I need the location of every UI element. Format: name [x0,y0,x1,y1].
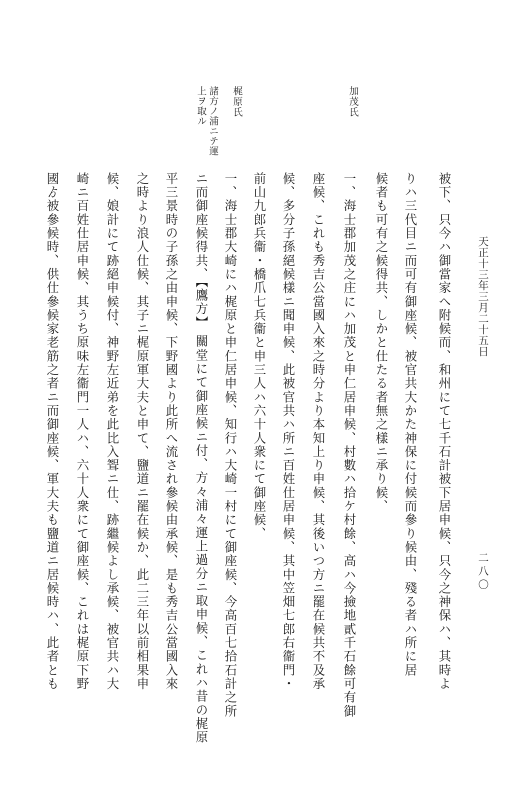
text-column: ニ而御座候得共、【鷹方】 關堂にて御座候ニ付、方々浦々運上過分ニ取申候、これハ昔の梶原 [194,172,209,745]
text-column: 候者も可有之候得共、しかと仕たる者無之樣ニ承り候、 [374,172,389,514]
side-note-kamo: 加茂氏 [347,86,358,118]
text-column: 候、多分子孫絕候樣ニ聞申候、此被官共ハ所ニ百姓仕居申候、其中笠畑七郎右衞門・ [281,172,296,691]
text-column: 國ゟ被參候時、供仕參候家老筋之者ニ而御座候、軍大夫も鹽道ニ居候時ハ、此者とも [45,172,60,691]
text-column: 前山九郎兵衞・橋爪七兵衞と申三人ハ六十人衆にて御座候、 [252,172,267,541]
text-column: 之時より浪人仕候、其子ニ梶原軍大夫と申て、鹽道ニ罷在候か、此二三年以前相果申 [135,172,150,691]
text-column: 一、海士郡加茂之庄にハ加茂と申仁居申候、村數ハ拾ケ村餘、高ハ今撿地貳千石餘可有御 [342,172,357,718]
text-column: 座候、これも秀吉公當國入來之時分より本知上り申候、其後いつ方ニ罷在候共不及承 [311,172,326,691]
text-column: 候、娘計にて跡絕申候付、神野左近弟を此比入聟ニ仕、跡繼候よし承候、被官共ハ大 [105,172,120,691]
text-column: りハ三代目ニ而可有御座候、被官共大かた神保に付候而參り候由、殘る者ハ所に居 [403,172,418,678]
text-column: 平三景時の子孫之由申候、下野國より此所へ流され參候由承候、是も秀吉公當國入來 [164,172,179,691]
side-note-shohou: 諸方ノ浦ニテ運上ヲ取ル [195,86,218,156]
text-column: 崎ニ百姓仕居申候、其うち原味左衞門一人ハ、六十人衆にて御座候、これは梶原下野 [75,172,90,691]
text-column: 被下、只今ハ御當家へ附候而、和州にて七千石計被下居申候、只今之神保ハ、其時よ [437,172,452,691]
text-column: 一、海士郡大崎にハ梶原と申仁居申候、知行ハ大崎一村にて御座候、今高百七拾石計之所 [223,172,238,718]
side-note-kajiwara: 梶原氏 [231,86,242,118]
page-number: 二八〇 [477,552,489,593]
running-header-date: 天正十三年三月二十五日 [477,236,489,357]
